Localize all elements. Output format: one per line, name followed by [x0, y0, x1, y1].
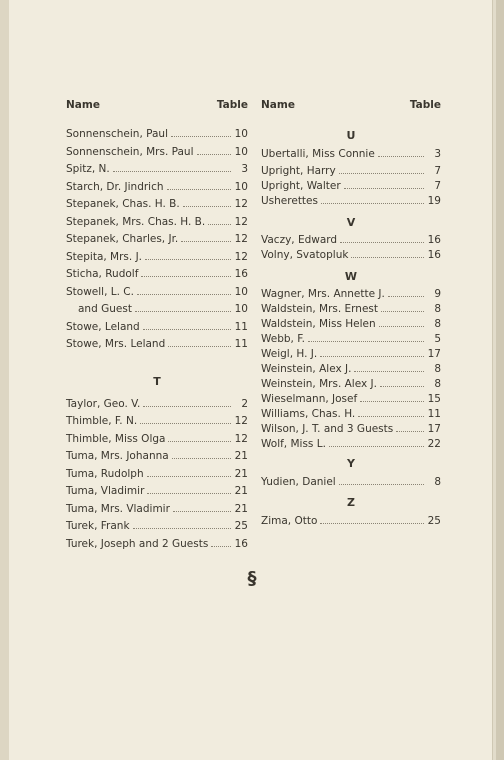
guest-name: Tuma, Mrs. Johanna	[66, 450, 169, 462]
leader-dots	[208, 224, 231, 225]
left-column	[66, 96, 248, 553]
table-number: 10	[234, 285, 248, 298]
list-item	[66, 161, 248, 179]
table-number: 21	[234, 502, 248, 515]
list-item	[66, 501, 248, 519]
section-letter-t: T	[153, 374, 161, 388]
table-number: 16	[427, 248, 441, 261]
leader-dots	[168, 346, 231, 347]
list-item	[66, 396, 248, 414]
leader-dots	[197, 154, 231, 155]
leader-dots	[379, 326, 424, 327]
table-number: 10	[234, 180, 248, 193]
table-number: 16	[427, 233, 441, 246]
guest-name: Volny, Svatopluk	[261, 248, 349, 261]
table-number: 25	[234, 520, 248, 532]
list-item	[261, 332, 441, 347]
guest-name: Wilson, J. T. and 3 Guests	[261, 422, 394, 435]
group-s	[66, 126, 248, 354]
table-number: 12	[234, 250, 248, 263]
guest-name: Stepita, Mrs. J.	[66, 250, 143, 263]
list-item	[261, 377, 441, 392]
guest-name: Ubertalli, Miss Connie	[261, 148, 375, 160]
list-item	[261, 233, 441, 248]
list-item	[66, 483, 248, 501]
right-column	[261, 96, 441, 531]
leader-dots	[181, 241, 231, 242]
guest-name: Spitz, N.	[66, 163, 110, 175]
table-number: 25	[427, 515, 441, 527]
guest-name: Tuma, Mrs. Vladimir	[66, 502, 170, 515]
list-item	[66, 126, 248, 144]
list-item	[66, 249, 248, 267]
table-number: 11	[234, 320, 248, 333]
guest-name: Webb, F.	[261, 332, 305, 345]
list-item	[66, 466, 248, 484]
name-header: Name	[66, 99, 100, 111]
page-left-edge	[0, 0, 9, 760]
leader-dots	[339, 484, 424, 485]
guest-name: Wieselmann, Josef	[261, 392, 358, 405]
list-item	[261, 287, 441, 302]
leader-dots	[211, 546, 231, 547]
list-item	[261, 422, 441, 437]
guest-name: Stepanek, Mrs. Chas. H. B.	[66, 215, 206, 228]
leader-dots	[358, 416, 424, 417]
leader-dots	[380, 386, 424, 387]
list-item	[261, 407, 441, 422]
guest-name: Thimble, F. N.	[66, 415, 138, 427]
table-number: 22	[427, 437, 441, 450]
guest-name: Upright, Walter	[261, 179, 341, 192]
section-letter-v: V	[346, 215, 356, 229]
table-number: 8	[434, 317, 441, 330]
list-item	[261, 513, 441, 531]
table-number: 11	[234, 338, 248, 350]
list-item	[261, 317, 441, 332]
leader-dots	[320, 523, 424, 524]
leader-dots	[378, 156, 424, 157]
guest-name: Sticha, Rudolf	[66, 268, 139, 280]
guest-name: Weinstein, Mrs. Alex J.	[261, 377, 377, 390]
list-item	[261, 437, 441, 452]
leader-dots	[340, 242, 424, 243]
guest-name: Usherettes	[261, 194, 318, 207]
leader-dots	[113, 171, 231, 172]
leader-dots	[354, 371, 424, 372]
table-number: 8	[434, 475, 441, 488]
table-number: 17	[427, 347, 441, 360]
column-header	[66, 96, 248, 114]
guest-name: Weinstein, Alex J.	[261, 362, 352, 375]
guest-name: Stowe, Mrs. Leland	[66, 338, 166, 350]
list-item	[261, 392, 441, 407]
list-item	[261, 302, 441, 317]
list-item	[66, 231, 248, 249]
guest-name: Wolf, Miss L.	[261, 437, 326, 450]
table-header: Table	[216, 99, 248, 111]
list-item	[261, 474, 441, 492]
guest-name: Vaczy, Edward	[261, 233, 338, 246]
page-fold-line	[493, 0, 496, 760]
guest-name: Taylor, Geo. V.	[66, 397, 141, 410]
section-letter-u: U	[346, 129, 356, 142]
leader-dots	[147, 493, 231, 494]
list-item	[261, 362, 441, 377]
table-number: 15	[427, 392, 441, 405]
group-w	[261, 287, 441, 452]
table-number: 12	[234, 198, 248, 210]
list-item	[66, 284, 248, 302]
list-item	[66, 301, 248, 319]
group-z	[261, 513, 441, 531]
list-item	[66, 144, 248, 162]
list-item	[261, 248, 441, 263]
table-number: 10	[234, 303, 248, 315]
leader-dots	[147, 476, 231, 477]
table-number: 17	[427, 422, 441, 435]
guest-name: Stowe, Leland	[66, 320, 140, 333]
leader-dots	[321, 203, 424, 204]
table-number: 3	[434, 148, 441, 160]
leader-dots	[167, 189, 231, 190]
table-number: 10	[234, 145, 248, 158]
group-y	[261, 474, 441, 492]
guest-name: Sonnenschein, Paul	[66, 128, 168, 140]
leader-dots	[396, 431, 424, 432]
guest-name: Tuma, Rudolph	[66, 467, 144, 480]
table-number: 12	[234, 215, 248, 228]
list-item	[261, 347, 441, 362]
leader-dots	[140, 423, 231, 424]
table-number: 16	[234, 268, 248, 280]
group-t	[66, 396, 248, 554]
list-item	[66, 536, 248, 554]
leader-dots	[135, 311, 231, 312]
table-number: 2	[241, 397, 248, 410]
table-number: 8	[434, 377, 441, 390]
table-number: 8	[434, 362, 441, 375]
guest-name: and Guest	[78, 303, 132, 315]
list-item	[261, 146, 441, 164]
list-item	[66, 413, 248, 431]
table-number: 19	[427, 194, 441, 207]
guest-name: Turek, Frank	[66, 520, 130, 532]
section-letter-y: Y	[347, 456, 355, 470]
guest-name: Waldstein, Mrs. Ernest	[261, 302, 379, 315]
guest-name: Tuma, Vladimir	[66, 485, 145, 497]
table-header: Table	[409, 99, 441, 111]
leader-dots	[339, 173, 424, 174]
table-number: 21	[234, 450, 248, 462]
guest-name: Turek, Joseph and 2 Guests	[66, 537, 209, 550]
guest-name: Sonnenschein, Mrs. Paul	[66, 145, 194, 158]
leader-dots	[381, 311, 424, 312]
leader-dots	[143, 406, 231, 407]
leader-dots	[143, 329, 231, 330]
guest-name: Upright, Harry	[261, 164, 336, 177]
leader-dots	[183, 206, 231, 207]
table-number: 3	[241, 163, 248, 175]
list-item	[66, 319, 248, 337]
leader-dots	[168, 441, 231, 442]
leader-dots	[351, 257, 424, 258]
leader-dots	[145, 259, 231, 260]
guest-name: Yudien, Daniel	[261, 475, 336, 488]
leader-dots	[141, 276, 231, 277]
name-header: Name	[261, 99, 295, 111]
guest-name: Thimble, Miss Olga	[66, 432, 166, 445]
guest-name: Stowell, L. C.	[66, 285, 134, 298]
list-item	[66, 266, 248, 284]
section-sign-ornament: §	[247, 568, 257, 589]
guest-name: Waldstein, Miss Helen	[261, 317, 376, 330]
table-number: 10	[234, 128, 248, 140]
table-number: 21	[234, 467, 248, 480]
leader-dots	[133, 528, 231, 529]
guest-name: Wagner, Mrs. Annette J.	[261, 287, 385, 300]
leader-dots	[344, 188, 424, 189]
table-number: 8	[434, 302, 441, 315]
guest-name: Weigl, H. J.	[261, 347, 318, 360]
guest-name: Starch, Dr. Jindrich	[66, 180, 164, 193]
leader-dots	[172, 458, 231, 459]
leader-dots	[171, 136, 231, 137]
table-number: 16	[234, 537, 248, 550]
guest-name: Zima, Otto	[261, 515, 318, 527]
leader-dots	[173, 511, 231, 512]
list-item	[66, 214, 248, 232]
leader-dots	[308, 341, 424, 342]
leader-dots	[137, 294, 231, 295]
section-letter-w: W	[344, 269, 358, 283]
guest-name: Stepanek, Chas. H. B.	[66, 198, 180, 210]
list-item	[261, 194, 441, 209]
table-number: 7	[434, 164, 441, 177]
table-number: 5	[434, 332, 441, 345]
guest-name: Williams, Chas. H.	[261, 407, 356, 420]
table-number: 12	[234, 432, 248, 445]
leader-dots	[360, 401, 424, 402]
table-number: 11	[427, 407, 441, 420]
table-number: 21	[234, 485, 248, 497]
list-item	[66, 518, 248, 536]
leader-dots	[329, 446, 424, 447]
group-v	[261, 233, 441, 263]
section-letter-z: Z	[347, 496, 355, 509]
group-u	[261, 146, 441, 209]
leader-dots	[388, 296, 424, 297]
leader-dots	[320, 356, 424, 357]
guest-name: Stepanek, Charles, Jr.	[66, 233, 179, 245]
list-item	[66, 431, 248, 449]
table-number: 12	[234, 233, 248, 245]
list-item	[66, 179, 248, 197]
list-item	[66, 196, 248, 214]
table-number: 9	[434, 287, 441, 300]
list-item	[261, 164, 441, 179]
column-header	[261, 96, 441, 114]
table-number: 7	[434, 179, 441, 192]
list-item	[66, 448, 248, 466]
table-number: 12	[234, 415, 248, 427]
list-item	[261, 179, 441, 194]
list-item	[66, 336, 248, 354]
